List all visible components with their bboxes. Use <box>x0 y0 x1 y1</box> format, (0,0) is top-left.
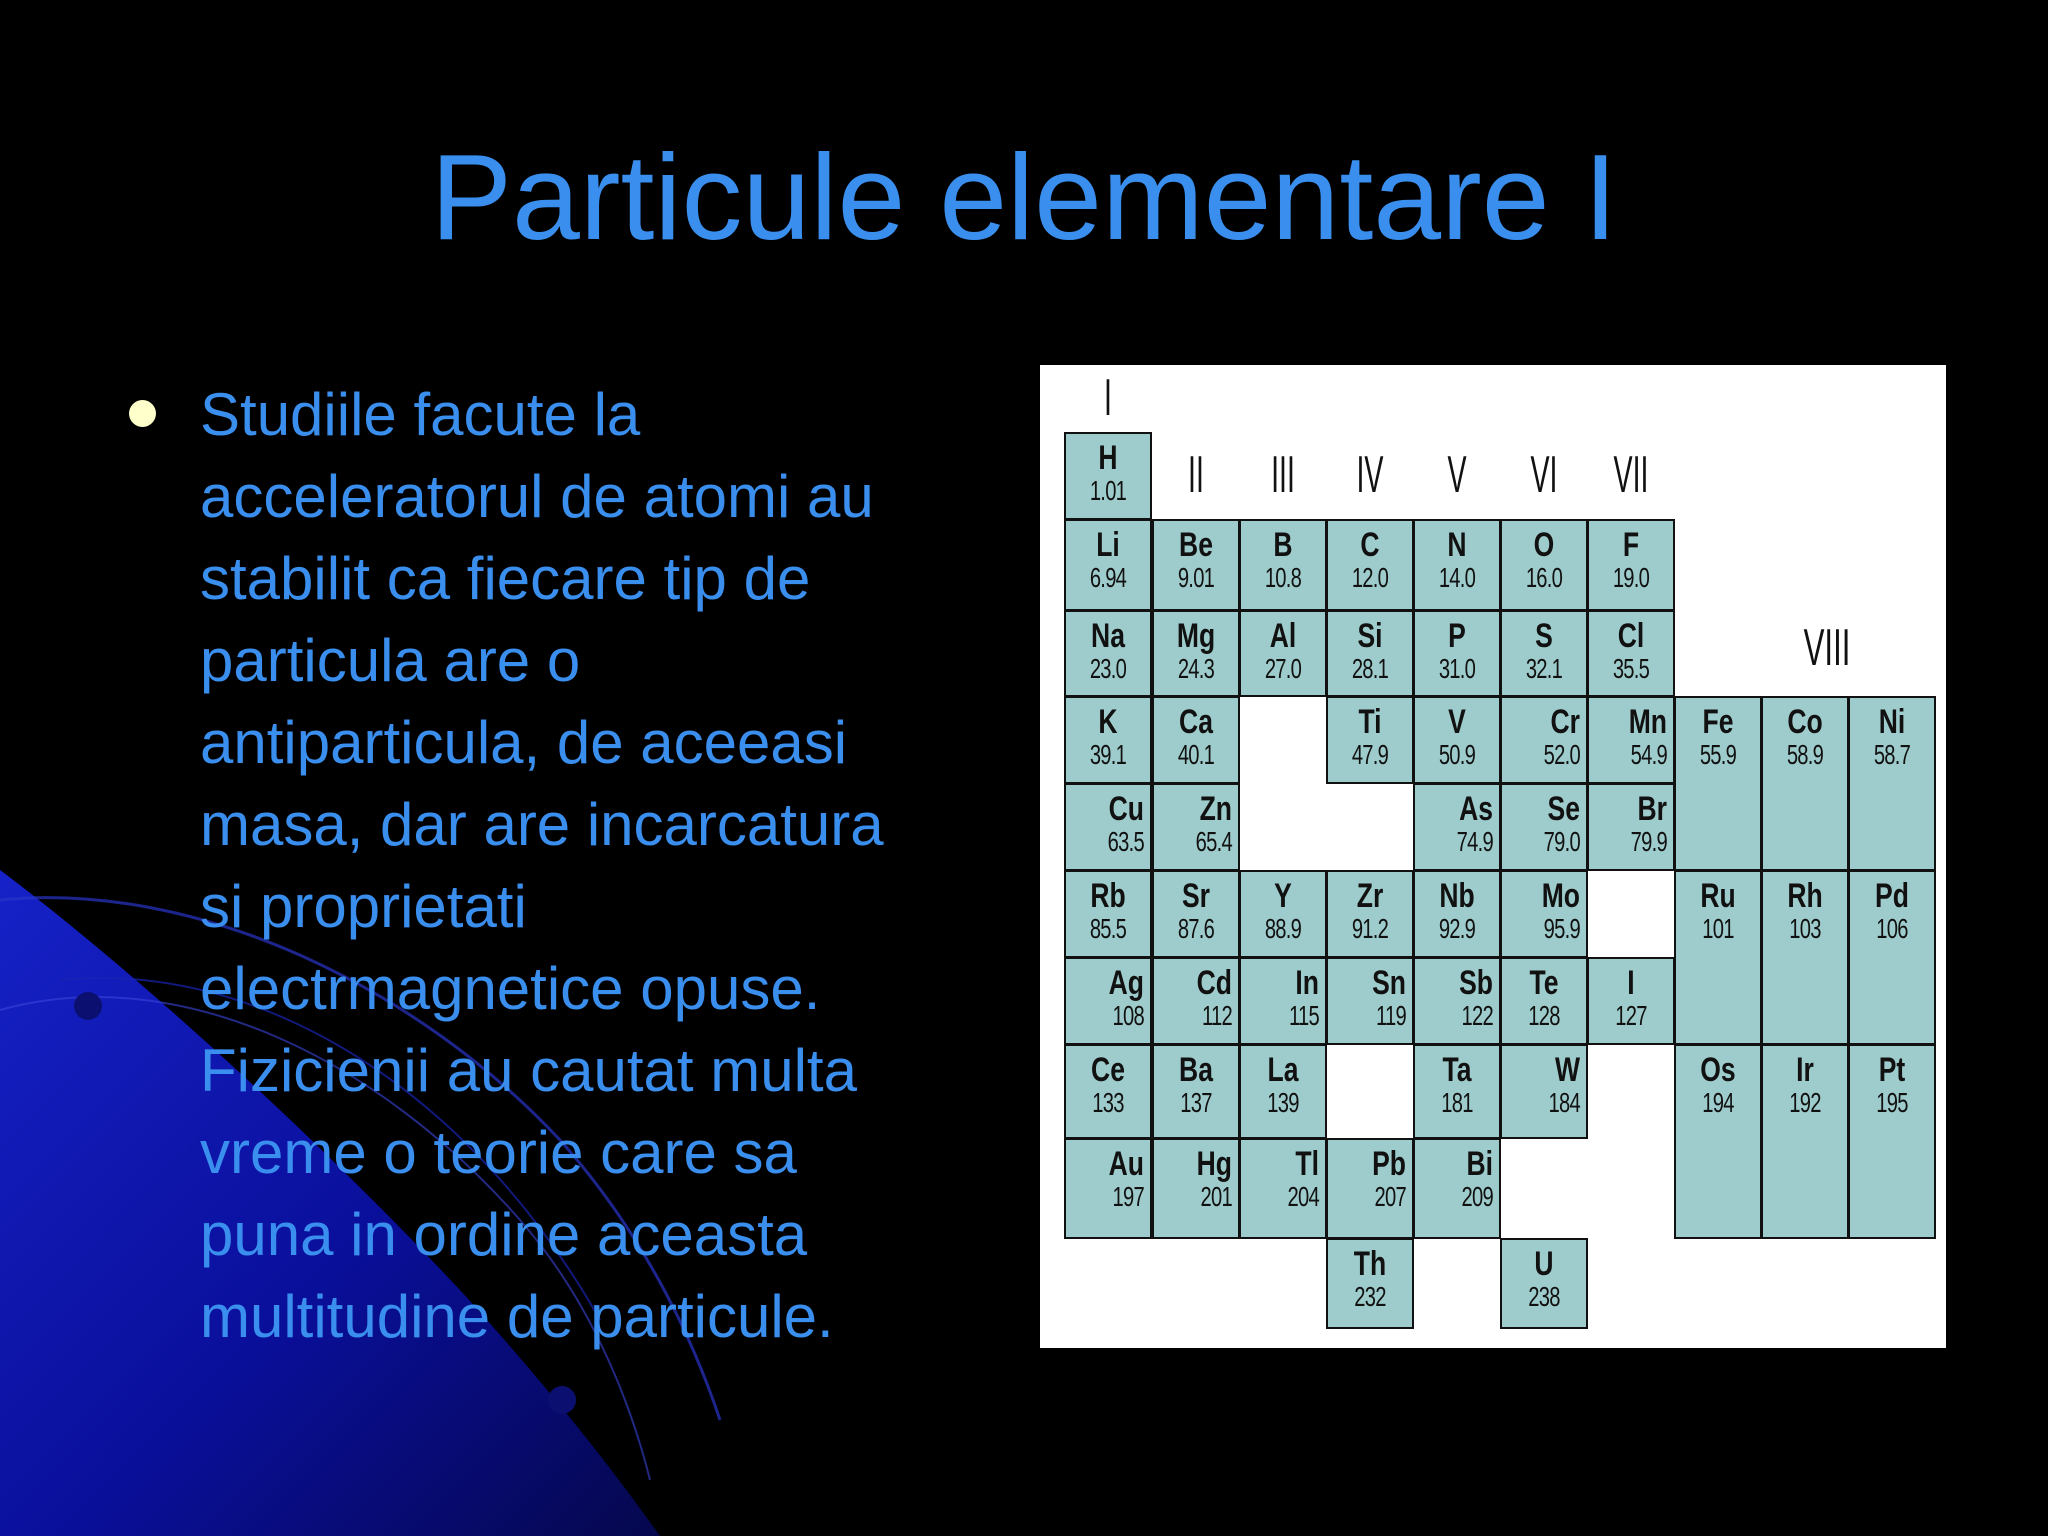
group-label: III <box>1271 446 1295 504</box>
element-symbol: Th <box>1353 1245 1387 1283</box>
element-cell-b <box>1239 519 1327 611</box>
element-mass: 31.0 <box>1438 653 1476 684</box>
bullet-text-line: puna in ordine aceasta <box>200 1201 808 1268</box>
element-symbol: S <box>1535 617 1553 655</box>
element-symbol: Al <box>1269 617 1297 655</box>
element-symbol: Mo <box>1541 877 1580 915</box>
element-mass: 65.4 <box>1195 826 1232 857</box>
bullet-text-line: Studiile facute la <box>200 381 641 448</box>
bullet-paragraph <box>200 374 1000 1358</box>
element-symbol: Ti <box>1358 703 1382 741</box>
element-cell-cd <box>1152 957 1240 1045</box>
element-symbol: Sr <box>1181 877 1211 915</box>
element-symbol: Cl <box>1617 617 1645 655</box>
element-cell-v <box>1413 696 1501 784</box>
element-cell-n <box>1413 519 1501 611</box>
element-mass: 112 <box>1202 1000 1232 1031</box>
element-mass: 91.2 <box>1351 913 1389 944</box>
element-symbol: Mn <box>1628 703 1667 741</box>
element-mass: 58.9 <box>1786 739 1824 770</box>
bullet-point-icon <box>129 400 156 427</box>
bullet-text-line: Fizicienii au cautat multa <box>200 1037 857 1104</box>
slide-title: Particule elementare I <box>430 129 1618 265</box>
element-symbol: Cd <box>1196 964 1232 1002</box>
bullet-text-line: acceleratorul de atomi au <box>200 463 874 530</box>
element-symbol: Hg <box>1196 1145 1232 1183</box>
element-mass: 74.9 <box>1456 826 1493 857</box>
element-mass: 207 <box>1374 1181 1406 1212</box>
element-cell-nb <box>1413 870 1501 958</box>
element-cell-c <box>1326 519 1414 611</box>
element-symbol: I <box>1627 964 1635 1002</box>
element-cell-ru <box>1674 870 1762 1045</box>
bullet-text-line: antiparticula, de aceeasi <box>200 709 848 776</box>
element-cell-cu <box>1064 783 1152 871</box>
element-symbol: Br <box>1637 790 1667 828</box>
element-cell-rb <box>1064 870 1152 958</box>
element-symbol: Pb <box>1372 1145 1406 1183</box>
element-mass: 122 <box>1461 1000 1493 1031</box>
element-cell-ba <box>1152 1044 1240 1139</box>
element-mass: 32.1 <box>1525 653 1563 684</box>
element-mass: 14.0 <box>1438 562 1476 593</box>
element-symbol: Tl <box>1295 1145 1319 1183</box>
element-cell-mg <box>1152 610 1240 697</box>
element-mass: 47.9 <box>1351 739 1389 770</box>
element-cell-y <box>1239 870 1327 958</box>
element-mass: 9.01 <box>1177 562 1215 593</box>
element-cell-ag <box>1064 957 1152 1045</box>
element-cell-cl <box>1587 610 1675 697</box>
element-mass: 28.1 <box>1351 653 1389 684</box>
element-cell-rh <box>1761 870 1849 1045</box>
element-mass: 16.0 <box>1525 562 1563 593</box>
element-cell-k <box>1064 696 1152 784</box>
element-mass: 108 <box>1112 1000 1144 1031</box>
element-cell-si <box>1326 610 1414 697</box>
element-symbol: Ir <box>1796 1051 1814 1089</box>
element-mass: 201 <box>1200 1181 1232 1212</box>
element-cell-na <box>1064 610 1152 697</box>
element-mass: 6.94 <box>1089 562 1127 593</box>
element-symbol: Te <box>1529 964 1559 1002</box>
element-symbol: Se <box>1547 790 1580 828</box>
element-mass: 232 <box>1354 1281 1386 1312</box>
element-mass: 79.0 <box>1543 826 1580 857</box>
element-mass: 137 <box>1180 1087 1212 1118</box>
element-symbol: Cr <box>1550 703 1580 741</box>
element-cell-ti <box>1326 696 1414 784</box>
element-symbol: Pt <box>1878 1051 1906 1089</box>
element-mass: 85.5 <box>1089 913 1127 944</box>
element-symbol: Co <box>1787 703 1823 741</box>
element-symbol: H <box>1098 439 1118 477</box>
element-cell-o <box>1500 519 1588 611</box>
element-cell-i <box>1587 957 1675 1045</box>
element-mass: 55.9 <box>1699 739 1737 770</box>
element-cell-fe <box>1674 696 1762 871</box>
element-symbol: In <box>1295 964 1319 1002</box>
bullet-text-line: stabilit ca fiecare tip de <box>200 545 811 612</box>
element-mass: 195 <box>1876 1087 1908 1118</box>
element-cell-ce <box>1064 1044 1152 1139</box>
element-cell-h <box>1064 432 1152 520</box>
element-cell-se <box>1500 783 1588 871</box>
element-cell-te <box>1500 957 1588 1045</box>
element-cell-f <box>1587 519 1675 611</box>
element-cell-pt <box>1848 1044 1936 1239</box>
element-symbol: Zr <box>1356 877 1384 915</box>
element-cell-zn <box>1152 783 1240 871</box>
element-mass: 103 <box>1789 913 1821 944</box>
element-symbol: K <box>1098 703 1118 741</box>
element-symbol: Sb <box>1459 964 1493 1002</box>
element-symbol: As <box>1459 790 1493 828</box>
element-mass: 238 <box>1528 1281 1560 1312</box>
element-symbol: Bi <box>1466 1145 1493 1183</box>
element-cell-mo <box>1500 870 1588 958</box>
element-symbol: Pd <box>1875 877 1909 915</box>
element-mass: 58.7 <box>1873 739 1911 770</box>
element-symbol: Ag <box>1108 964 1144 1002</box>
element-symbol: V <box>1448 703 1466 741</box>
element-mass: 54.9 <box>1630 739 1667 770</box>
group-label: VII <box>1613 446 1649 504</box>
periodic-table-image <box>1040 365 1946 1348</box>
element-symbol: U <box>1534 1245 1554 1283</box>
element-symbol: B <box>1273 526 1293 564</box>
bullet-text-line: electrmagnetice opuse. <box>200 955 821 1022</box>
element-cell-w <box>1500 1044 1588 1139</box>
element-symbol: Sn <box>1372 964 1406 1002</box>
element-mass: 115 <box>1289 1000 1319 1031</box>
element-cell-li <box>1064 519 1152 611</box>
group-label: V <box>1447 446 1467 504</box>
element-mass: 95.9 <box>1543 913 1580 944</box>
element-symbol: W <box>1554 1051 1580 1089</box>
element-symbol: Os <box>1700 1051 1736 1089</box>
element-mass: 209 <box>1461 1181 1493 1212</box>
element-symbol: Y <box>1274 877 1292 915</box>
element-cell-mn <box>1587 696 1675 784</box>
element-symbol: Na <box>1091 617 1125 655</box>
element-mass: 19.0 <box>1612 562 1650 593</box>
element-cell-ir <box>1761 1044 1849 1239</box>
element-mass: 197 <box>1112 1181 1144 1212</box>
periodic-empty-cell <box>1326 1044 1413 1138</box>
element-cell-sr <box>1152 870 1240 958</box>
periodic-empty-cell <box>1587 870 1674 957</box>
element-mass: 63.5 <box>1107 826 1144 857</box>
element-symbol: Zn <box>1199 790 1232 828</box>
group-label: VIII <box>1803 619 1851 677</box>
element-mass: 35.5 <box>1612 653 1650 684</box>
bullet-text-line: multitudine de particule. <box>200 1283 834 1350</box>
bullet-text-line: masa, dar are incarcatura <box>200 791 884 858</box>
element-cell-ta <box>1413 1044 1501 1139</box>
element-symbol: Li <box>1096 526 1120 564</box>
element-mass: 1.01 <box>1089 475 1127 506</box>
element-symbol: Be <box>1179 526 1213 564</box>
element-symbol: N <box>1447 526 1467 564</box>
element-cell-sn <box>1326 957 1414 1045</box>
element-mass: 119 <box>1376 1000 1406 1031</box>
element-symbol: Rb <box>1090 877 1126 915</box>
element-cell-cr <box>1500 696 1588 784</box>
element-symbol: Ba <box>1179 1051 1213 1089</box>
element-symbol: Ni <box>1878 703 1906 741</box>
element-symbol: Cu <box>1108 790 1144 828</box>
element-mass: 194 <box>1702 1087 1734 1118</box>
element-mass: 192 <box>1789 1087 1821 1118</box>
group-label: IV <box>1356 446 1384 504</box>
element-symbol: O <box>1533 526 1555 564</box>
element-mass: 27.0 <box>1264 653 1302 684</box>
element-mass: 101 <box>1702 913 1734 944</box>
element-cell-la <box>1239 1044 1327 1139</box>
element-symbol: Fe <box>1702 703 1734 741</box>
element-mass: 40.1 <box>1177 739 1215 770</box>
element-symbol: Ca <box>1179 703 1213 741</box>
element-symbol: C <box>1360 526 1380 564</box>
element-mass: 139 <box>1267 1087 1299 1118</box>
element-mass: 88.9 <box>1264 913 1302 944</box>
element-mass: 24.3 <box>1177 653 1215 684</box>
periodic-empty-cell <box>1587 1044 1674 1238</box>
element-cell-be <box>1152 519 1240 611</box>
element-mass: 87.6 <box>1177 913 1215 944</box>
element-cell-bi <box>1413 1138 1501 1239</box>
periodic-empty-cell <box>1326 783 1413 870</box>
element-symbol: Mg <box>1176 617 1216 655</box>
bullet-text-line: si proprietati <box>200 873 527 940</box>
element-cell-p <box>1413 610 1501 697</box>
element-mass: 52.0 <box>1543 739 1580 770</box>
element-cell-ni <box>1848 696 1936 871</box>
element-symbol: Ru <box>1700 877 1736 915</box>
element-mass: 181 <box>1441 1087 1473 1118</box>
group-label: VI <box>1530 446 1558 504</box>
element-symbol: Rh <box>1787 877 1823 915</box>
group-label: II <box>1188 446 1204 504</box>
element-symbol: Au <box>1108 1145 1144 1183</box>
element-cell-in <box>1239 957 1327 1045</box>
element-cell-au <box>1064 1138 1152 1239</box>
element-cell-pb <box>1326 1138 1414 1239</box>
element-cell-br <box>1587 783 1675 871</box>
element-mass: 92.9 <box>1438 913 1476 944</box>
element-symbol: La <box>1267 1051 1299 1089</box>
element-cell-ca <box>1152 696 1240 784</box>
element-mass: 106 <box>1876 913 1908 944</box>
element-mass: 133 <box>1092 1087 1124 1118</box>
element-symbol: Si <box>1357 617 1383 655</box>
element-mass: 127 <box>1615 1000 1647 1031</box>
element-symbol: Nb <box>1439 877 1475 915</box>
element-mass: 184 <box>1548 1087 1580 1118</box>
element-cell-as <box>1413 783 1501 871</box>
periodic-empty-cell <box>1239 696 1326 870</box>
element-symbol: Ce <box>1091 1051 1125 1089</box>
element-cell-os <box>1674 1044 1762 1239</box>
element-symbol: Ta <box>1442 1051 1472 1089</box>
element-cell-hg <box>1152 1138 1240 1239</box>
element-mass: 10.8 <box>1264 562 1302 593</box>
element-cell-u <box>1500 1238 1588 1329</box>
bullet-text-line: particula are o <box>200 627 581 694</box>
element-mass: 39.1 <box>1089 739 1127 770</box>
element-cell-sb <box>1413 957 1501 1045</box>
element-mass: 204 <box>1287 1181 1319 1212</box>
periodic-empty-cell <box>1500 1138 1587 1238</box>
element-cell-al <box>1239 610 1327 697</box>
element-symbol: F <box>1622 526 1640 564</box>
element-mass: 12.0 <box>1351 562 1389 593</box>
element-cell-s <box>1500 610 1588 697</box>
element-cell-th <box>1326 1238 1414 1329</box>
element-mass: 23.0 <box>1089 653 1127 684</box>
element-cell-pd <box>1848 870 1936 1045</box>
element-cell-tl <box>1239 1138 1327 1239</box>
element-cell-co <box>1761 696 1849 871</box>
group-label: I <box>1104 369 1112 427</box>
element-symbol: P <box>1448 617 1466 655</box>
element-mass: 79.9 <box>1630 826 1667 857</box>
bullet-text-line: vreme o teorie care sa <box>200 1119 797 1186</box>
element-mass: 50.9 <box>1438 739 1476 770</box>
element-mass: 128 <box>1528 1000 1560 1031</box>
element-cell-zr <box>1326 870 1414 958</box>
